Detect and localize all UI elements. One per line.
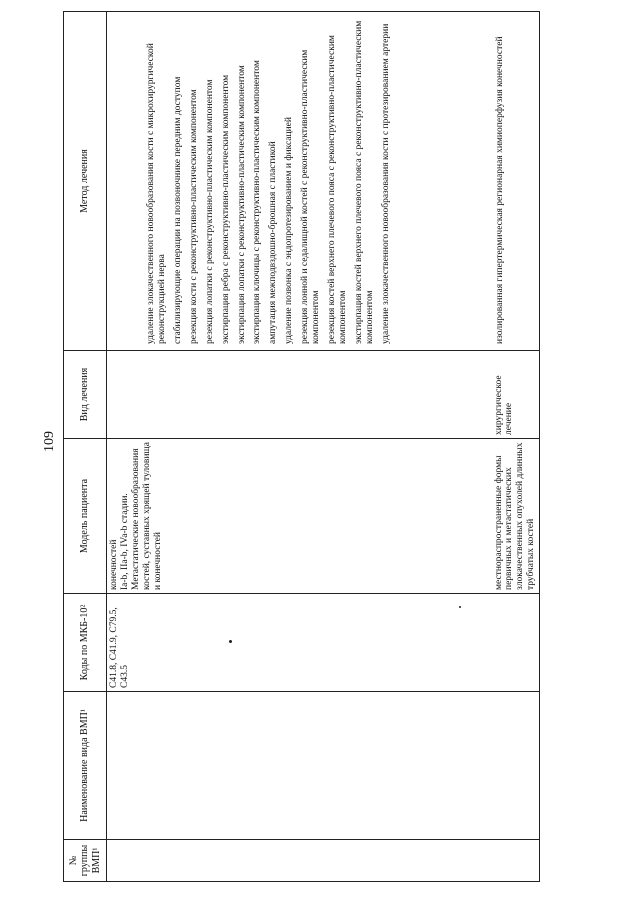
group-no-cell (492, 840, 540, 882)
header-vmp-name: Наименование вида ВМП¹ (64, 692, 107, 840)
method-item: экстирпация ребра с реконструктивно-пластическим компонентом (220, 74, 231, 344)
vmp-name-cell (492, 692, 540, 840)
method-item: резекция лонной и седалищной костей с реконструктивно-пластическим компонентом (300, 49, 322, 344)
table-row (107, 12, 492, 882)
method-item: стабилизирующие операции на позвоночнике передним доступом (172, 76, 183, 344)
header-mkb-codes: Коды по МКБ-10² (64, 594, 107, 692)
mkb-codes-cell (492, 594, 540, 692)
treatment-method-cell (107, 12, 492, 351)
header-group-no: № группы ВМП¹ (64, 840, 107, 882)
header-treatment-method: Метод лечения (64, 12, 107, 351)
method-item: резекция лопатки с реконструктивно-пластическим компонентом (204, 79, 215, 344)
treatment-method-cell (492, 12, 540, 351)
group-no-cell (107, 840, 492, 882)
patient-model-cell: конечностей Ia-b, IIa-b, IVa-b стадии. Метастатические новообразования костей, суставных хрящей туловища и конечностей (107, 439, 492, 594)
mkb-codes-cell: C41.8, C41.9, C79.5, C43.5 (107, 594, 492, 692)
table-row (492, 12, 540, 882)
page-number: 109 (42, 431, 57, 452)
method-item: изолированная гипертермическая регионарная химиоперфузия конечностей (494, 36, 505, 344)
method-item: резекция костей верхнего плечевого пояса с реконструктивно-пластическим компонентом (327, 35, 348, 344)
method-item: удаление злокачественного новообразования кости с микрохирургической реконструкцией нерва (146, 43, 167, 344)
header-patient-model: Модель пациента (64, 439, 107, 594)
method-item: экстирпация лопатки с реконструктивно-пластическим компонентом (236, 65, 247, 344)
method-item: удаление злокачественного новообразования кости с протезированием артерии (380, 23, 391, 344)
patient-model-cell: местнораспространенные формы первичных и метастатических злокачественных опухолей длинных трубчатых костей (492, 439, 540, 594)
vmp-name-cell (107, 692, 492, 840)
treatment-type-cell: хирургическое лечение (492, 351, 540, 439)
treatment-type-cell (107, 351, 492, 439)
method-item: удаление позвонка с эндопротезированием и фиксацией (284, 117, 295, 344)
method-item: резекция кости с реконструктивно-пластическим компонентом (188, 89, 199, 344)
method-item: ампутация межподвздошно-брюшная с пластикой (268, 141, 279, 344)
table-header-row (64, 12, 107, 882)
rotated-page (63, 12, 633, 882)
vmp-table (63, 11, 540, 882)
method-item: экстирпация ключицы с реконструктивно-пластическим компонентом (252, 60, 263, 344)
header-treatment-type: Вид лечения (64, 351, 107, 439)
method-item: экстирпация костей верхнего плечевого пояса с реконструктивно-пластическим компонентом (353, 20, 375, 344)
